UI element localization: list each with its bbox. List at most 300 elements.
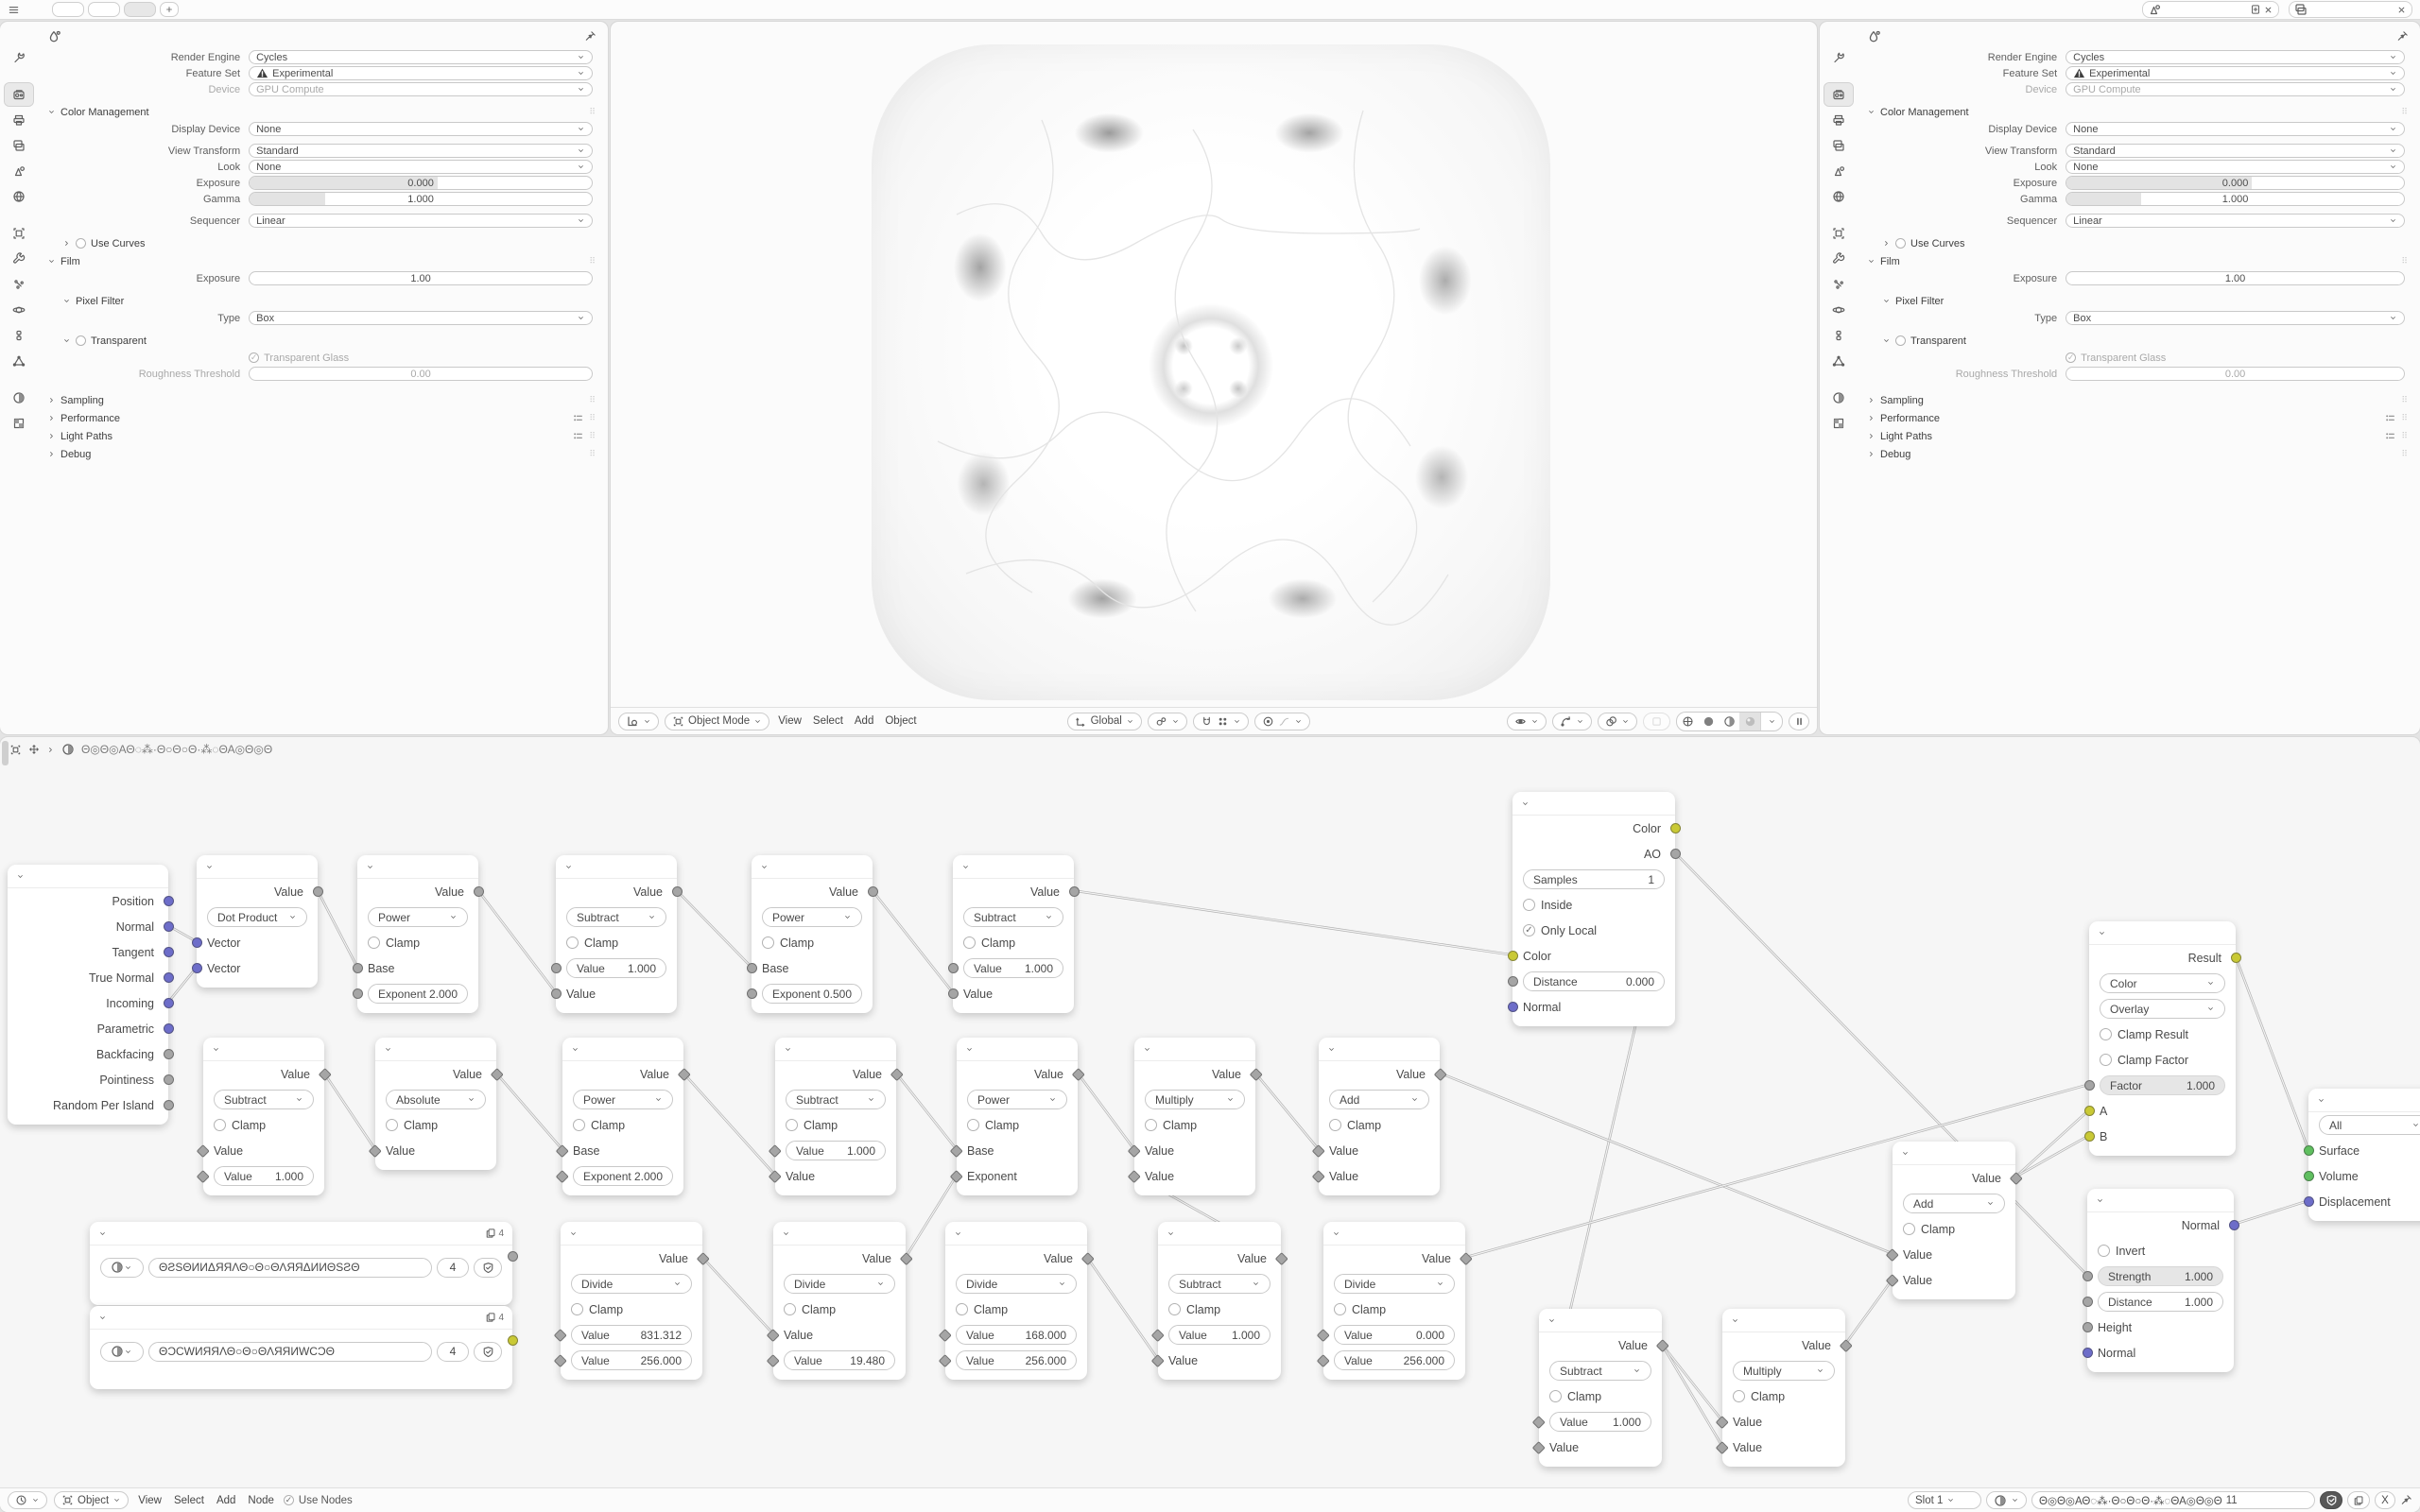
node-header[interactable] [1539, 1309, 1662, 1332]
feature-set-dropdown[interactable] [249, 66, 593, 80]
node-math[interactable] [1722, 1309, 1845, 1467]
input-socket[interactable] [2083, 1348, 2093, 1358]
list-options-icon[interactable] [2384, 430, 2396, 442]
output-socket[interactable] [2229, 1220, 2239, 1230]
section-film[interactable] [1858, 252, 2420, 270]
close-icon[interactable] [2396, 5, 2407, 15]
value-field[interactable] [566, 958, 666, 978]
use-nodes-checkbox[interactable]: ✓ [285, 1495, 293, 1504]
node-header[interactable] [375, 1038, 496, 1061]
properties-tab-physics[interactable] [1824, 299, 1853, 321]
properties-tab-object[interactable] [1824, 222, 1853, 245]
view-layer-selector[interactable] [2289, 1, 2412, 18]
workspace-tab-2[interactable] [88, 2, 120, 17]
xray-toggle[interactable] [1643, 713, 1670, 730]
node-math[interactable] [2087, 1189, 2234, 1372]
shading-wireframe[interactable] [1677, 713, 1698, 730]
node-header[interactable] [775, 1038, 896, 1061]
value-field[interactable] [963, 958, 1063, 978]
editor-type-button[interactable] [8, 1491, 47, 1509]
properties-tab-physics[interactable] [5, 299, 33, 321]
menu-select[interactable]: Select [173, 1494, 204, 1506]
node-image-texture[interactable] [90, 1222, 512, 1305]
section-checkbox[interactable] [76, 238, 86, 249]
input-socket[interactable] [1508, 1002, 1518, 1012]
checkbox[interactable] [1549, 1390, 1562, 1402]
node-math[interactable] [8, 865, 168, 1125]
properties-tab-material[interactable] [1824, 387, 1853, 409]
output-socket[interactable] [164, 998, 174, 1008]
node-header[interactable] [197, 855, 318, 879]
operation-dropdown[interactable] [2100, 973, 2225, 993]
pause-render-button[interactable] [1789, 713, 1809, 730]
feature-set-dropdown[interactable] [2066, 66, 2405, 80]
workspace-tab-3[interactable] [124, 2, 156, 17]
properties-tab-scene[interactable] [5, 160, 33, 182]
exposure-slider[interactable] [249, 176, 593, 190]
exposure-field[interactable] [249, 271, 593, 285]
node-math[interactable] [562, 1038, 683, 1195]
properties-tab-object[interactable] [5, 222, 33, 245]
slot-dropdown[interactable] [1908, 1491, 1981, 1509]
input-socket[interactable] [1508, 951, 1518, 961]
viewport-3d[interactable] [611, 22, 1817, 734]
orientation-dropdown[interactable] [1067, 713, 1142, 730]
menu-add[interactable]: Add [216, 1494, 236, 1506]
properties-tab-tool[interactable] [1824, 46, 1853, 69]
node-math[interactable] [197, 855, 318, 988]
section-transparent[interactable] [38, 332, 608, 350]
checkbox[interactable]: ✓ [1523, 924, 1535, 936]
pin-icon[interactable] [584, 30, 596, 43]
node-math[interactable] [1158, 1222, 1281, 1380]
checkbox[interactable] [2100, 1054, 2112, 1066]
node-math[interactable] [773, 1222, 906, 1380]
checkbox[interactable] [967, 1119, 979, 1131]
section-debug[interactable] [1858, 445, 2420, 463]
properties-tab-world[interactable] [1824, 185, 1853, 208]
checkbox[interactable] [2100, 1028, 2112, 1040]
node-math[interactable] [1893, 1142, 2015, 1299]
value-field[interactable] [571, 1350, 692, 1370]
node-header[interactable] [561, 1222, 702, 1246]
output-socket[interactable] [1670, 823, 1681, 833]
pivot-dropdown[interactable] [1148, 713, 1187, 730]
checkbox[interactable] [214, 1119, 226, 1131]
pin-icon[interactable] [2400, 1494, 2412, 1506]
properties-tab-output[interactable] [1824, 109, 1853, 131]
gamma-slider[interactable] [2066, 192, 2405, 206]
menu-select[interactable]: Select [812, 715, 843, 727]
roughness-threshold-field[interactable] [249, 367, 593, 381]
checkbox[interactable] [963, 936, 976, 949]
node-header[interactable] [752, 855, 873, 879]
checkbox[interactable] [1903, 1223, 1915, 1235]
node-math[interactable] [2308, 1089, 2420, 1221]
material-name-field[interactable] [2031, 1491, 2315, 1509]
display-device-dropdown[interactable] [249, 122, 593, 136]
exposure-slider[interactable] [2066, 176, 2405, 190]
editor-type-button[interactable] [618, 713, 659, 730]
node-math[interactable] [752, 855, 873, 1013]
node-math[interactable] [561, 1222, 702, 1380]
node-header[interactable] [1319, 1038, 1440, 1061]
output-socket[interactable] [1670, 849, 1681, 859]
value-field[interactable] [956, 1325, 1077, 1345]
add-workspace-button[interactable] [160, 2, 179, 17]
value-field[interactable] [1334, 1350, 1455, 1370]
gamma-slider[interactable] [249, 192, 593, 206]
section-checkbox[interactable] [1895, 335, 1906, 346]
operation-dropdown[interactable] [573, 1090, 673, 1109]
operation-dropdown[interactable] [784, 1274, 895, 1294]
node-header[interactable] [773, 1222, 906, 1246]
value-field[interactable] [1523, 971, 1665, 991]
list-options-icon[interactable] [572, 430, 584, 442]
properties-tab-world[interactable] [5, 185, 33, 208]
operation-dropdown[interactable] [207, 907, 307, 927]
node-math[interactable] [375, 1038, 496, 1170]
section-use-curves[interactable] [38, 234, 608, 252]
input-socket[interactable] [2083, 1297, 2093, 1307]
new-scene-icon[interactable] [2250, 4, 2261, 15]
properties-tab-constraints[interactable] [1824, 324, 1853, 347]
image-users-button[interactable] [437, 1258, 469, 1278]
operation-dropdown[interactable] [368, 907, 468, 927]
output-socket[interactable] [868, 886, 878, 897]
node-header[interactable] [1134, 1038, 1255, 1061]
node-math[interactable] [1512, 792, 1675, 1026]
output-socket[interactable] [1069, 886, 1080, 897]
node-header[interactable] [562, 1038, 683, 1061]
gizmo-dropdown[interactable] [1552, 713, 1592, 730]
close-icon[interactable] [2263, 5, 2273, 15]
value-field[interactable] [786, 1141, 886, 1160]
shader-node-editor[interactable] [0, 737, 2420, 1512]
menu-object[interactable]: Object [885, 715, 917, 727]
checkbox[interactable] [1329, 1119, 1341, 1131]
input-socket[interactable] [2084, 1080, 2095, 1091]
input-socket[interactable] [747, 963, 757, 973]
checkbox[interactable] [1334, 1303, 1346, 1315]
image-users-button[interactable] [437, 1342, 469, 1362]
value-field[interactable] [2098, 1292, 2223, 1312]
value-field[interactable] [1334, 1325, 1455, 1345]
node-math[interactable] [945, 1222, 1087, 1380]
checkbox[interactable] [368, 936, 380, 949]
section-performance[interactable] [1858, 409, 2420, 427]
operation-dropdown[interactable] [1329, 1090, 1429, 1109]
section-sampling[interactable] [1858, 391, 2420, 409]
operation-dropdown[interactable] [386, 1090, 486, 1109]
checkbox[interactable] [566, 936, 579, 949]
section-transparent[interactable] [1858, 332, 2420, 350]
checkbox[interactable] [386, 1119, 398, 1131]
scene-selector[interactable] [2142, 1, 2279, 18]
output-socket[interactable] [164, 1023, 174, 1034]
section-checkbox[interactable] [1895, 238, 1906, 249]
node-header[interactable] [1512, 792, 1675, 816]
section-pixel-filter[interactable] [1858, 292, 2420, 310]
input-socket[interactable] [192, 963, 202, 973]
value-field[interactable] [1549, 1412, 1651, 1432]
checkbox[interactable]: ✓ [250, 352, 258, 362]
properties-tab-texture[interactable] [1824, 412, 1853, 435]
checkbox[interactable] [1523, 899, 1535, 911]
value-field[interactable] [1523, 869, 1665, 889]
view-transform-dropdown[interactable] [249, 144, 593, 158]
device-dropdown[interactable] [249, 82, 593, 96]
material-datablock-dropdown[interactable] [1986, 1491, 2027, 1509]
operation-dropdown[interactable] [1549, 1361, 1651, 1381]
scene-name-field[interactable] [2163, 5, 2248, 14]
value-field[interactable] [762, 984, 862, 1004]
node-header[interactable] [953, 855, 1074, 879]
list-options-icon[interactable] [572, 412, 584, 424]
section-sampling[interactable] [38, 391, 608, 409]
shader-type-dropdown[interactable] [54, 1491, 129, 1509]
proportional-editing[interactable] [1254, 713, 1310, 730]
node-header[interactable] [1722, 1309, 1845, 1332]
input-socket[interactable] [2304, 1196, 2314, 1207]
menu-view[interactable]: View [138, 1494, 162, 1506]
image-datablock-dropdown[interactable] [100, 1342, 144, 1362]
output-socket[interactable] [164, 896, 174, 906]
section-pixel-filter[interactable] [38, 292, 608, 310]
checkbox[interactable] [2098, 1245, 2110, 1257]
operation-dropdown[interactable] [1168, 1274, 1270, 1294]
section-use-curves[interactable] [1858, 234, 2420, 252]
render-engine-dropdown[interactable] [2066, 50, 2405, 64]
properties-tab-view-layer[interactable] [1824, 134, 1853, 157]
exposure-field[interactable] [2066, 271, 2405, 285]
output-socket[interactable] [164, 1074, 174, 1085]
operation-dropdown[interactable] [1903, 1194, 2005, 1213]
section-light-paths[interactable] [1858, 427, 2420, 445]
node-header[interactable] [90, 1222, 512, 1246]
node-math[interactable] [1539, 1309, 1662, 1467]
properties-tab-scene[interactable] [1824, 160, 1853, 182]
value-field[interactable] [2098, 1266, 2223, 1286]
node-math[interactable] [953, 855, 1074, 1013]
value-field[interactable] [2100, 1075, 2225, 1095]
image-name-field[interactable] [148, 1258, 432, 1278]
operation-dropdown[interactable] [786, 1090, 886, 1109]
operation-dropdown[interactable] [571, 1274, 692, 1294]
node-header[interactable] [957, 1038, 1078, 1061]
checkbox[interactable] [1733, 1390, 1745, 1402]
image-datablock-dropdown[interactable] [100, 1258, 144, 1278]
input-socket[interactable] [948, 963, 959, 973]
node-header[interactable] [1323, 1222, 1465, 1246]
input-socket[interactable] [948, 988, 959, 999]
properties-tab-render[interactable] [5, 83, 33, 106]
checkbox[interactable] [571, 1303, 583, 1315]
operation-dropdown[interactable] [1334, 1274, 1455, 1294]
node-math[interactable] [2089, 921, 2236, 1156]
section-light-paths[interactable] [38, 427, 608, 445]
input-socket[interactable] [747, 988, 757, 999]
checkbox[interactable] [762, 936, 774, 949]
node-header[interactable] [2308, 1089, 2420, 1112]
output-socket[interactable] [164, 921, 174, 932]
mode-dropdown[interactable] [665, 713, 769, 730]
sequencer-dropdown[interactable] [249, 214, 593, 228]
node-math[interactable] [203, 1038, 324, 1195]
node-math[interactable] [1134, 1038, 1255, 1195]
display-device-dropdown[interactable] [2066, 122, 2405, 136]
input-socket[interactable] [2084, 1131, 2095, 1142]
properties-tab-object-data[interactable] [5, 350, 33, 372]
overlays-dropdown[interactable] [1598, 713, 1637, 730]
shading-rendered[interactable] [1739, 713, 1760, 730]
node-header[interactable] [556, 855, 677, 879]
input-socket[interactable] [2083, 1271, 2093, 1281]
section-performance[interactable] [38, 409, 608, 427]
snap-toggle[interactable] [1193, 713, 1249, 730]
value-field[interactable] [368, 984, 468, 1004]
checkbox[interactable] [1145, 1119, 1157, 1131]
use-nodes-toggle[interactable] [284, 1495, 353, 1506]
device-dropdown[interactable] [2066, 82, 2405, 96]
image-name-field[interactable] [148, 1342, 432, 1362]
output-socket[interactable] [2231, 953, 2241, 963]
value-field[interactable] [214, 1166, 314, 1186]
input-socket[interactable] [192, 937, 202, 948]
list-options-icon[interactable] [2384, 412, 2396, 424]
section-debug[interactable] [38, 445, 608, 463]
node-header[interactable] [1893, 1142, 2015, 1165]
operation-dropdown[interactable] [1145, 1090, 1245, 1109]
app-menu-icon[interactable] [8, 4, 20, 16]
menu-view[interactable]: View [778, 715, 802, 727]
output-socket[interactable] [313, 886, 323, 897]
output-socket[interactable] [164, 972, 174, 983]
node-header[interactable] [2087, 1189, 2234, 1212]
properties-tab-modifiers[interactable] [1824, 248, 1853, 270]
node-math[interactable] [1323, 1222, 1465, 1380]
node-header[interactable] [357, 855, 478, 879]
node-header[interactable] [1158, 1222, 1281, 1246]
checkbox[interactable]: ✓ [2066, 352, 2075, 362]
node-header[interactable] [945, 1222, 1087, 1246]
input-socket[interactable] [551, 963, 562, 973]
node-math[interactable] [775, 1038, 896, 1195]
input-socket[interactable] [2304, 1145, 2314, 1156]
roughness-threshold-field[interactable] [2066, 367, 2405, 381]
section-film[interactable] [38, 252, 608, 270]
workspace-tab-1[interactable] [52, 2, 84, 17]
value-field[interactable] [1168, 1325, 1270, 1345]
operation-dropdown[interactable] [963, 907, 1063, 927]
input-socket[interactable] [353, 963, 363, 973]
look-dropdown[interactable] [2066, 160, 2405, 174]
operation-dropdown[interactable] [762, 907, 862, 927]
value-field[interactable] [571, 1325, 692, 1345]
properties-tab-render[interactable] [1824, 83, 1853, 106]
properties-tab-view-layer[interactable] [5, 134, 33, 157]
operation-dropdown[interactable] [566, 907, 666, 927]
input-socket[interactable] [2083, 1322, 2093, 1332]
output-socket[interactable] [672, 886, 683, 897]
properties-tab-modifiers[interactable] [5, 248, 33, 270]
fake-user-toggle[interactable] [474, 1258, 502, 1278]
section-color-management[interactable] [1858, 103, 2420, 121]
value-field[interactable] [573, 1166, 673, 1186]
shading-solid[interactable] [1698, 713, 1719, 730]
value-field[interactable] [784, 1350, 895, 1370]
sequencer-dropdown[interactable] [2066, 214, 2405, 228]
output-socket[interactable] [474, 886, 484, 897]
view-transform-dropdown[interactable] [2066, 144, 2405, 158]
operation-dropdown[interactable] [956, 1274, 1077, 1294]
input-socket[interactable] [2084, 1106, 2095, 1116]
fake-user-toggle[interactable] [2320, 1491, 2342, 1509]
operation-dropdown[interactable] [1733, 1361, 1835, 1381]
node-math[interactable] [957, 1038, 1078, 1195]
view-layer-name-field[interactable] [2309, 5, 2394, 14]
node-header[interactable] [8, 865, 168, 888]
operation-dropdown[interactable] [2319, 1115, 2420, 1135]
unlink-material-button[interactable] [2375, 1491, 2395, 1509]
properties-tab-texture[interactable] [5, 412, 33, 435]
node-header[interactable] [90, 1306, 512, 1330]
operation-dropdown[interactable] [214, 1090, 314, 1109]
section-checkbox[interactable] [76, 335, 86, 346]
properties-tab-material[interactable] [5, 387, 33, 409]
input-socket[interactable] [1508, 976, 1518, 987]
node-math[interactable] [357, 855, 478, 1013]
render-engine-dropdown[interactable] [249, 50, 593, 64]
type-dropdown[interactable] [2066, 311, 2405, 325]
input-socket[interactable] [551, 988, 562, 999]
visibility-dropdown[interactable] [1507, 713, 1547, 730]
checkbox[interactable] [784, 1303, 796, 1315]
node-math[interactable] [1319, 1038, 1440, 1195]
node-header[interactable] [203, 1038, 324, 1061]
node-math[interactable] [556, 855, 677, 1013]
properties-tab-output[interactable] [5, 109, 33, 131]
output-socket[interactable] [164, 947, 174, 957]
operation-dropdown[interactable] [2100, 999, 2225, 1019]
type-dropdown[interactable] [249, 311, 593, 325]
node-image-texture[interactable] [90, 1306, 512, 1389]
output-socket[interactable] [164, 1100, 174, 1110]
checkbox[interactable] [786, 1119, 798, 1131]
properties-tab-particles[interactable] [5, 273, 33, 296]
new-material-button[interactable] [2347, 1491, 2370, 1509]
checkbox[interactable] [1168, 1303, 1181, 1315]
fake-user-toggle[interactable] [474, 1342, 502, 1362]
properties-tab-object-data[interactable] [1824, 350, 1853, 372]
menu-add[interactable]: Add [854, 715, 874, 727]
menu-node[interactable]: Node [248, 1494, 274, 1506]
output-socket[interactable] [164, 1049, 174, 1059]
node-header[interactable] [2089, 921, 2236, 945]
shading-material-preview[interactable] [1719, 713, 1739, 730]
input-socket[interactable] [2304, 1171, 2314, 1181]
operation-dropdown[interactable] [967, 1090, 1067, 1109]
section-color-management[interactable] [38, 103, 608, 121]
pin-icon[interactable] [2396, 30, 2409, 43]
shading-options[interactable] [1760, 713, 1782, 730]
checkbox[interactable] [573, 1119, 585, 1131]
input-socket[interactable] [353, 988, 363, 999]
look-dropdown[interactable] [249, 160, 593, 174]
properties-tab-particles[interactable] [1824, 273, 1853, 296]
properties-tab-tool[interactable] [5, 46, 33, 69]
properties-tab-constraints[interactable] [5, 324, 33, 347]
